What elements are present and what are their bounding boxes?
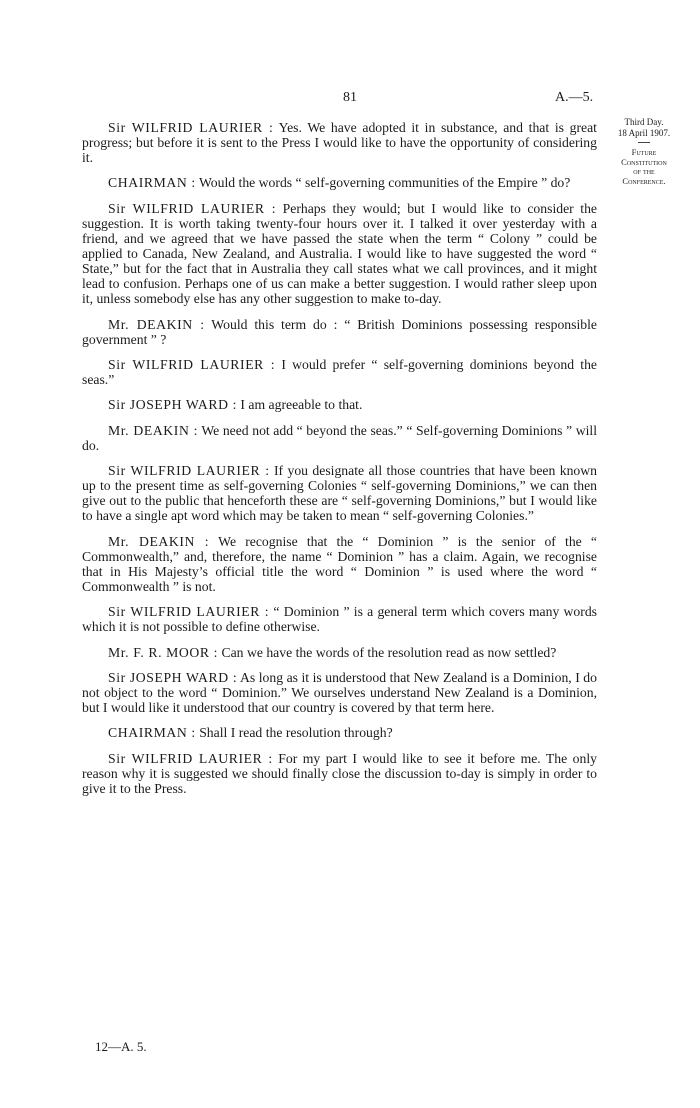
- speech-text: As long as it is understood that New Zealand is a Dominion, I do not object to the word “ Dominion.” We ourselves understand New Zealand is a Dominion, but I would like it understood that our country is covered by that term here.: [82, 669, 597, 715]
- page-number: 81: [343, 90, 357, 105]
- margin-note-rule: [638, 142, 650, 143]
- speaker-name: Sir WILFRID LAURIER :: [108, 120, 274, 135]
- speaker-name: CHAIRMAN :: [108, 175, 196, 191]
- speaker-name: Sir WILFRID LAURIER :: [108, 750, 273, 766]
- margin-note-day: Third Day.: [624, 117, 664, 127]
- paragraph: [82, 534, 597, 594]
- margin-note-section-1: Future: [631, 147, 657, 157]
- speech-text: “ Dominion ” is a general term which covers many words which it is not possible to define otherwise.: [82, 604, 597, 635]
- signature-mark: 12—A. 5.: [95, 1039, 147, 1054]
- paragraph: [82, 670, 597, 715]
- transcript-body: [82, 120, 597, 806]
- speaker-name: Mr. DEAKIN :: [108, 316, 205, 332]
- speaker-name: Sir JOSEPH WARD :: [108, 669, 238, 685]
- margin-note: [603, 117, 685, 186]
- paragraph: [82, 120, 597, 165]
- speech-text: If you designate all those countries that have been known up to the present time as self-governing Colonies “ self-governing Dominions,” we can then give out to the public that henceforth these are “ self-governing Dominions,” but I would like to have a single apt word which may be taken to mean “ self-governing Colonies.”: [82, 463, 597, 524]
- speech-text: Shall I read the resolution through?: [195, 725, 393, 741]
- margin-note-section-2: Constitution: [621, 156, 667, 167]
- speech-text: Perhaps they would; but I would like to consider the suggestion. It is worth taking twenty-four hours over it. I talked it over yesterday with a friend, and we agreed that we have passed the state when the term “ Colony ” could be applied to Canada, New Zealand, and Australia. I would like to have suggested the word “ State,” but for the fact that in Australia they call states what we call provinces, and it might lead to confusion. Perhaps one of us can make a better suggestion. I would rather sleep upon it, unless somebody else has any other suggestion to make to-day.: [82, 200, 597, 307]
- paragraph: [82, 397, 597, 412]
- speaker-name: Mr. F. R. MOOR :: [108, 644, 219, 660]
- paragraph: [82, 751, 597, 796]
- document-reference: A.—5.: [555, 90, 594, 105]
- paragraph: [82, 645, 597, 660]
- speaker-name: Mr. DEAKIN :: [108, 533, 210, 549]
- speaker-name: CHAIRMAN :: [108, 725, 196, 741]
- speech-text: We recognise that the “ Dominion ” is the senior of the “ Commonwealth,” and, therefore, the name “ Dominion ” has a claim. Again, we recognise that in His Majesty’s official title the word “ Dominion ” is used where the word “ Commonwealth ” is not.: [82, 533, 597, 594]
- paragraph: [82, 423, 597, 453]
- speaker-name: Sir WILFRID LAURIER :: [108, 356, 276, 372]
- speech-text: Would the words “ self-governing communities of the Empire ” do?: [195, 175, 571, 191]
- speech-text: Can we have the words of the resolution read as now settled?: [218, 644, 557, 660]
- paragraph: [82, 201, 597, 307]
- paragraph: [82, 357, 597, 387]
- speaker-name: Sir WILFRID LAURIER :: [108, 463, 270, 478]
- paragraph: [82, 175, 597, 190]
- speech-text: For my part I would like to see it before me. The only reason why it is suggested we should finally close the discussion to-day is simply in order to give it to the Press.: [82, 750, 597, 796]
- speech-text: Would this term do : “ British Dominions possessing responsible government ” ?: [82, 316, 597, 347]
- speech-text: I would prefer “ self-governing dominions beyond the seas.”: [82, 356, 597, 388]
- speaker-name: Sir WILFRID LAURIER :: [108, 604, 270, 620]
- paragraph: [82, 604, 597, 634]
- speech-text: I am agreeable to that.: [236, 397, 363, 413]
- speaker-name: Sir JOSEPH WARD :: [108, 397, 237, 413]
- margin-note-date: 18 April 1907.: [617, 128, 671, 138]
- speech-text: We need not add “ beyond the seas.” “ Self-governing Dominions ” will do.: [82, 422, 597, 453]
- margin-note-section-3: of the: [633, 166, 655, 176]
- speaker-name: Sir WILFRID LAURIER :: [108, 200, 277, 216]
- paragraph: [82, 463, 597, 523]
- speaker-name: Mr. DEAKIN :: [108, 422, 199, 438]
- speech-text: Yes. We have adopted it in substance, and that is great progress; but before it is sent to the Press I would like to have the opportunity of considering it.: [82, 120, 597, 166]
- paragraph: [82, 725, 597, 740]
- paragraph: [82, 317, 597, 347]
- margin-note-section-4: Conference.: [622, 175, 666, 186]
